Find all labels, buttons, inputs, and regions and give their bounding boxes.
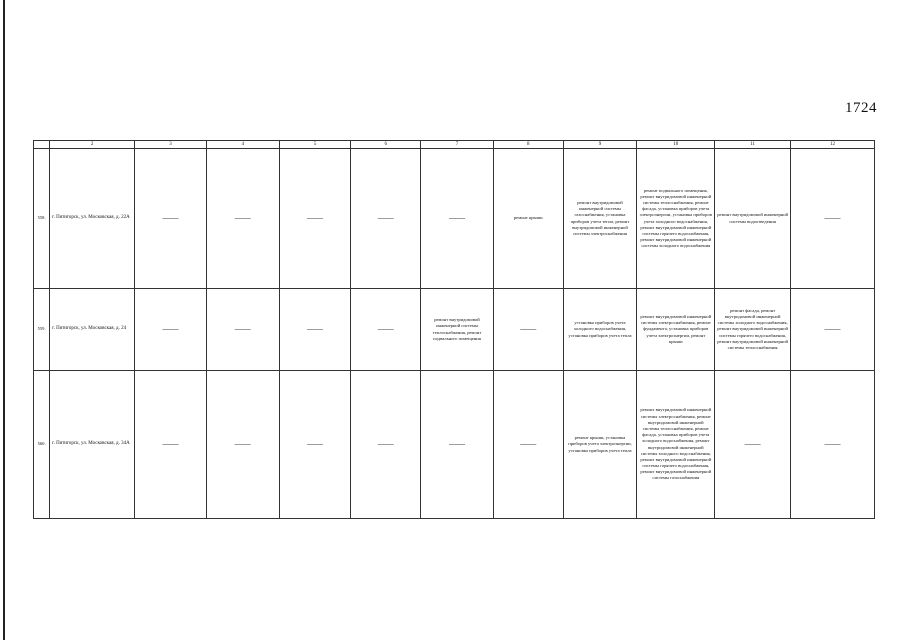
header-cell: 8 (493, 141, 563, 149)
header-cell: 6 (351, 141, 421, 149)
row-number: 560. (34, 371, 50, 519)
cell-col-9: ремонт крыши, установка приборов учета электроэнергии, установка приборов учета тепла (563, 371, 637, 519)
repair-schedule-table (33, 140, 875, 519)
dash-mark: —— (377, 439, 394, 449)
header-cell: 2 (50, 141, 135, 149)
table-header-row (34, 141, 875, 149)
cell-col-8 (493, 371, 563, 519)
cell-col-12 (791, 371, 875, 519)
dash-mark: —— (824, 324, 841, 334)
cell-col-11: ремонт внутридомовой инженерной системы водоотведения (715, 149, 791, 289)
cell-col-12 (791, 149, 875, 289)
dash-mark: —— (744, 439, 761, 449)
cell-col-12 (791, 289, 875, 371)
header-cell (34, 141, 50, 149)
row-number: 559. (34, 289, 50, 371)
header-cell: 4 (206, 141, 279, 149)
cell-col-5 (279, 289, 351, 371)
cell-col-6 (351, 149, 421, 289)
header-cell: 12 (791, 141, 875, 149)
dash-mark: —— (306, 324, 323, 334)
row-address: г. Пятигорск, ул. Московская, д. 22А (50, 149, 135, 289)
table-row (34, 289, 875, 371)
dash-mark: —— (306, 439, 323, 449)
cell-col-6 (351, 371, 421, 519)
cell-col-10: ремонт внутридомовой инженерной системы электроснабжения, ремонт внутридомовой инженерной системы теплоснабжения, ремонт фасада, установка приборов учета холодного водоснабжения, ремонт внутридомовой инженерной системы холодного водоснабжения, ремонт внутридомовой инженерной системы горячего водоснабжения, ремонт внутридомовой инженерной системы газоснабжения (637, 371, 715, 519)
cell-col-3 (135, 149, 207, 289)
row-number: 558. (34, 149, 50, 289)
header-cell: 9 (563, 141, 637, 149)
cell-col-11: ремонт фасада, ремонт внутридомовой инженерной системы холодного водоснабжения, ремонт внутридомовой инженерной системы горячего водоснабжения, ремонт внутридомовой инженерной системы теплоснабжения (715, 289, 791, 371)
dash-mark: —— (234, 213, 251, 223)
cell-col-10: ремонт внутридомовой инженерной системы электроснабжения, ремонт фундамента, установка приборов учета электроэнергии, ремонт крыши (637, 289, 715, 371)
dash-mark: —— (824, 213, 841, 223)
cell-col-6 (351, 289, 421, 371)
page-left-edge (3, 0, 5, 640)
cell-col-7 (421, 371, 494, 519)
dash-mark: —— (162, 324, 179, 334)
cell-col-5 (279, 371, 351, 519)
dash-mark: —— (448, 439, 465, 449)
row-address: г. Пятигорск, ул. Московская, д. 34А (50, 371, 135, 519)
table-row (34, 149, 875, 289)
dash-mark: —— (234, 324, 251, 334)
header-cell: 7 (421, 141, 494, 149)
dash-mark: —— (162, 439, 179, 449)
page-number: 1724 (845, 100, 877, 116)
cell-col-8: ремонт крыши (493, 149, 563, 289)
cell-col-3 (135, 371, 207, 519)
dash-mark: —— (377, 324, 394, 334)
dash-mark: —— (448, 213, 465, 223)
dash-mark: —— (520, 324, 537, 334)
dash-mark: —— (162, 213, 179, 223)
cell-col-3 (135, 289, 207, 371)
header-cell: 5 (279, 141, 351, 149)
dash-mark: —— (520, 439, 537, 449)
cell-col-4 (206, 149, 279, 289)
cell-col-7 (421, 149, 494, 289)
header-cell: 10 (637, 141, 715, 149)
header-cell: 11 (715, 141, 791, 149)
dash-mark: —— (377, 213, 394, 223)
cell-col-8 (493, 289, 563, 371)
cell-col-4 (206, 289, 279, 371)
cell-col-4 (206, 371, 279, 519)
cell-col-9: установка приборов учета холодного водоснабжения, установка приборов учета тепла (563, 289, 637, 371)
dash-mark: —— (234, 439, 251, 449)
header-cell: 3 (135, 141, 207, 149)
dash-mark: —— (306, 213, 323, 223)
cell-col-10: ремонт подвального помещения, ремонт внутридомовой инженерной системы теплоснабжения, ремонт фасада, установка приборов учета электроэнергии, установка приборов учета холодного водоснабжения, ремонт внутридомовой инженерной системы горячего водоснабжения, ремонт внутридомовой инженерной системы холодного водоснабжения (637, 149, 715, 289)
cell-col-9: ремонт внутридомовой инженерной системы газоснабжения, установка приборов учета тепла, ремонт внутридомовой инженерной системы электроснабжения (563, 149, 637, 289)
table-row (34, 371, 875, 519)
row-address: г. Пятигорск, ул. Московская, д. 24 (50, 289, 135, 371)
cell-col-11 (715, 371, 791, 519)
cell-col-5 (279, 149, 351, 289)
cell-col-7: ремонт внутридомовой инженерной системы теплоснабжения, ремонт подвального помещения (421, 289, 494, 371)
dash-mark: —— (824, 439, 841, 449)
